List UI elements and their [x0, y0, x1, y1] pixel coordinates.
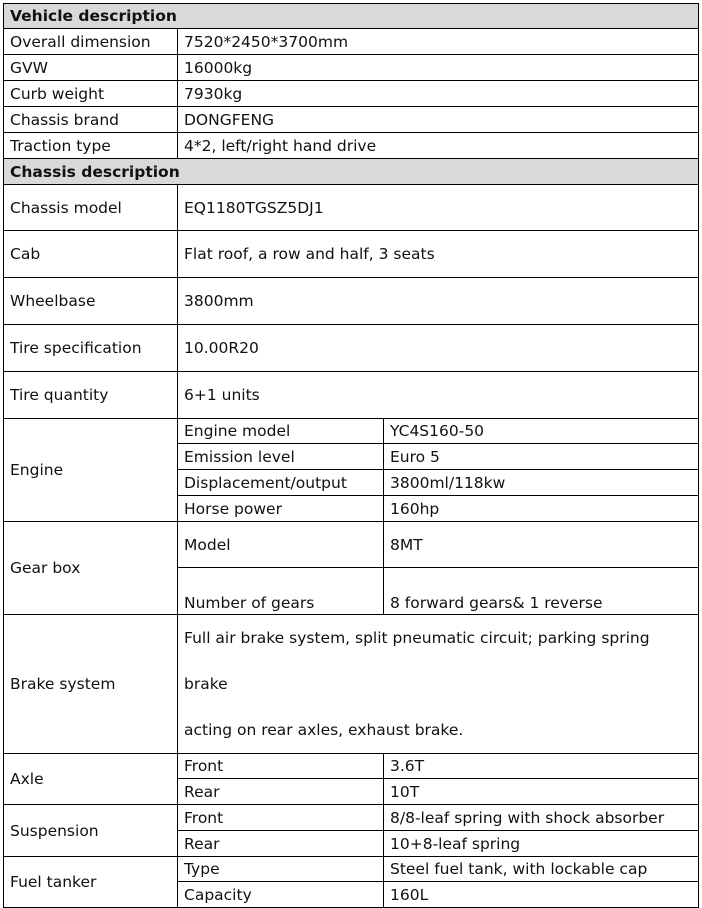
table-row: [4, 372, 699, 419]
group-label-brake: Brake system: [4, 615, 178, 754]
table-row: [4, 133, 699, 159]
sub-value: 10T: [384, 779, 699, 805]
row-label: Tire specification: [4, 325, 178, 372]
brake-description: [178, 615, 699, 754]
row-label: Tire quantity: [4, 372, 178, 419]
row-value: Flat roof, a row and half, 3 seats: [178, 231, 699, 278]
sub-value: Euro 5: [384, 444, 699, 470]
sub-value: 8MT: [384, 522, 699, 568]
sub-label: Front: [178, 805, 384, 831]
sub-label: Model: [178, 522, 384, 568]
sub-label: Rear: [178, 831, 384, 857]
row-value: 4*2, left/right hand drive: [178, 133, 699, 159]
row-value: DONGFENG: [178, 107, 699, 133]
row-value: 16000kg: [178, 55, 699, 81]
group-label-axle: Axle: [4, 754, 178, 805]
table-row: [4, 29, 699, 55]
group-label-fuel: Fuel tanker: [4, 857, 178, 908]
sub-value: YC4S160-50: [384, 419, 699, 444]
table-row: [4, 55, 699, 81]
section-vehicle-row: [4, 4, 699, 29]
spec-table: [3, 3, 699, 908]
group-label-suspension: Suspension: [4, 805, 178, 857]
row-value: 7930kg: [178, 81, 699, 107]
table-row: [4, 81, 699, 107]
group-label-engine: Engine: [4, 419, 178, 522]
sub-label: Capacity: [178, 882, 384, 908]
row-value: EQ1180TGSZ5DJ1: [178, 185, 699, 231]
section-chassis-row: [4, 159, 699, 185]
row-label: Traction type: [4, 133, 178, 159]
table-row: [4, 754, 699, 779]
sub-label: Emission level: [178, 444, 384, 470]
row-label: Cab: [4, 231, 178, 278]
row-label: Wheelbase: [4, 278, 178, 325]
sub-value: Steel fuel tank, with lockable cap: [384, 857, 699, 882]
row-label: Chassis brand: [4, 107, 178, 133]
group-label-gearbox: Gear box: [4, 522, 178, 615]
sub-value: 10+8-leaf spring: [384, 831, 699, 857]
brake-line-2: acting on rear axles, exhaust brake.: [184, 721, 464, 739]
table-row: [4, 231, 699, 278]
sub-value: 3800ml/118kw: [384, 470, 699, 496]
row-value: 6+1 units: [178, 372, 699, 419]
section-heading-vehicle: Vehicle description: [4, 4, 699, 29]
table-row: [4, 805, 699, 831]
row-value: 3800mm: [178, 278, 699, 325]
sub-label: Displacement/output: [178, 470, 384, 496]
sub-value: 160L: [384, 882, 699, 908]
section-heading-chassis: Chassis description: [4, 159, 699, 185]
table-row: [4, 857, 699, 882]
table-row: [4, 278, 699, 325]
table-row: [4, 522, 699, 568]
row-value: 7520*2450*3700mm: [178, 29, 699, 55]
sub-value: 3.6T: [384, 754, 699, 779]
table-row: [4, 107, 699, 133]
sub-label: Number of gears: [178, 568, 384, 615]
row-label: Chassis model: [4, 185, 178, 231]
sub-label: Front: [178, 754, 384, 779]
table-row: [4, 419, 699, 444]
row-label: Overall dimension: [4, 29, 178, 55]
sub-label: Horse power: [178, 496, 384, 522]
sub-label: Engine model: [178, 419, 384, 444]
sub-label: Type: [178, 857, 384, 882]
sub-value: 8/8-leaf spring with shock absorber: [384, 805, 699, 831]
sub-value: 160hp: [384, 496, 699, 522]
row-label: Curb weight: [4, 81, 178, 107]
row-label: GVW: [4, 55, 178, 81]
table-row: [4, 325, 699, 372]
sub-label: Rear: [178, 779, 384, 805]
table-row: [4, 185, 699, 231]
sub-value: 8 forward gears& 1 reverse: [384, 568, 699, 615]
row-value: 10.00R20: [178, 325, 699, 372]
brake-line-1: Full air brake system, split pneumatic circuit; parking spring brake: [184, 629, 650, 693]
table-row: [4, 615, 699, 754]
